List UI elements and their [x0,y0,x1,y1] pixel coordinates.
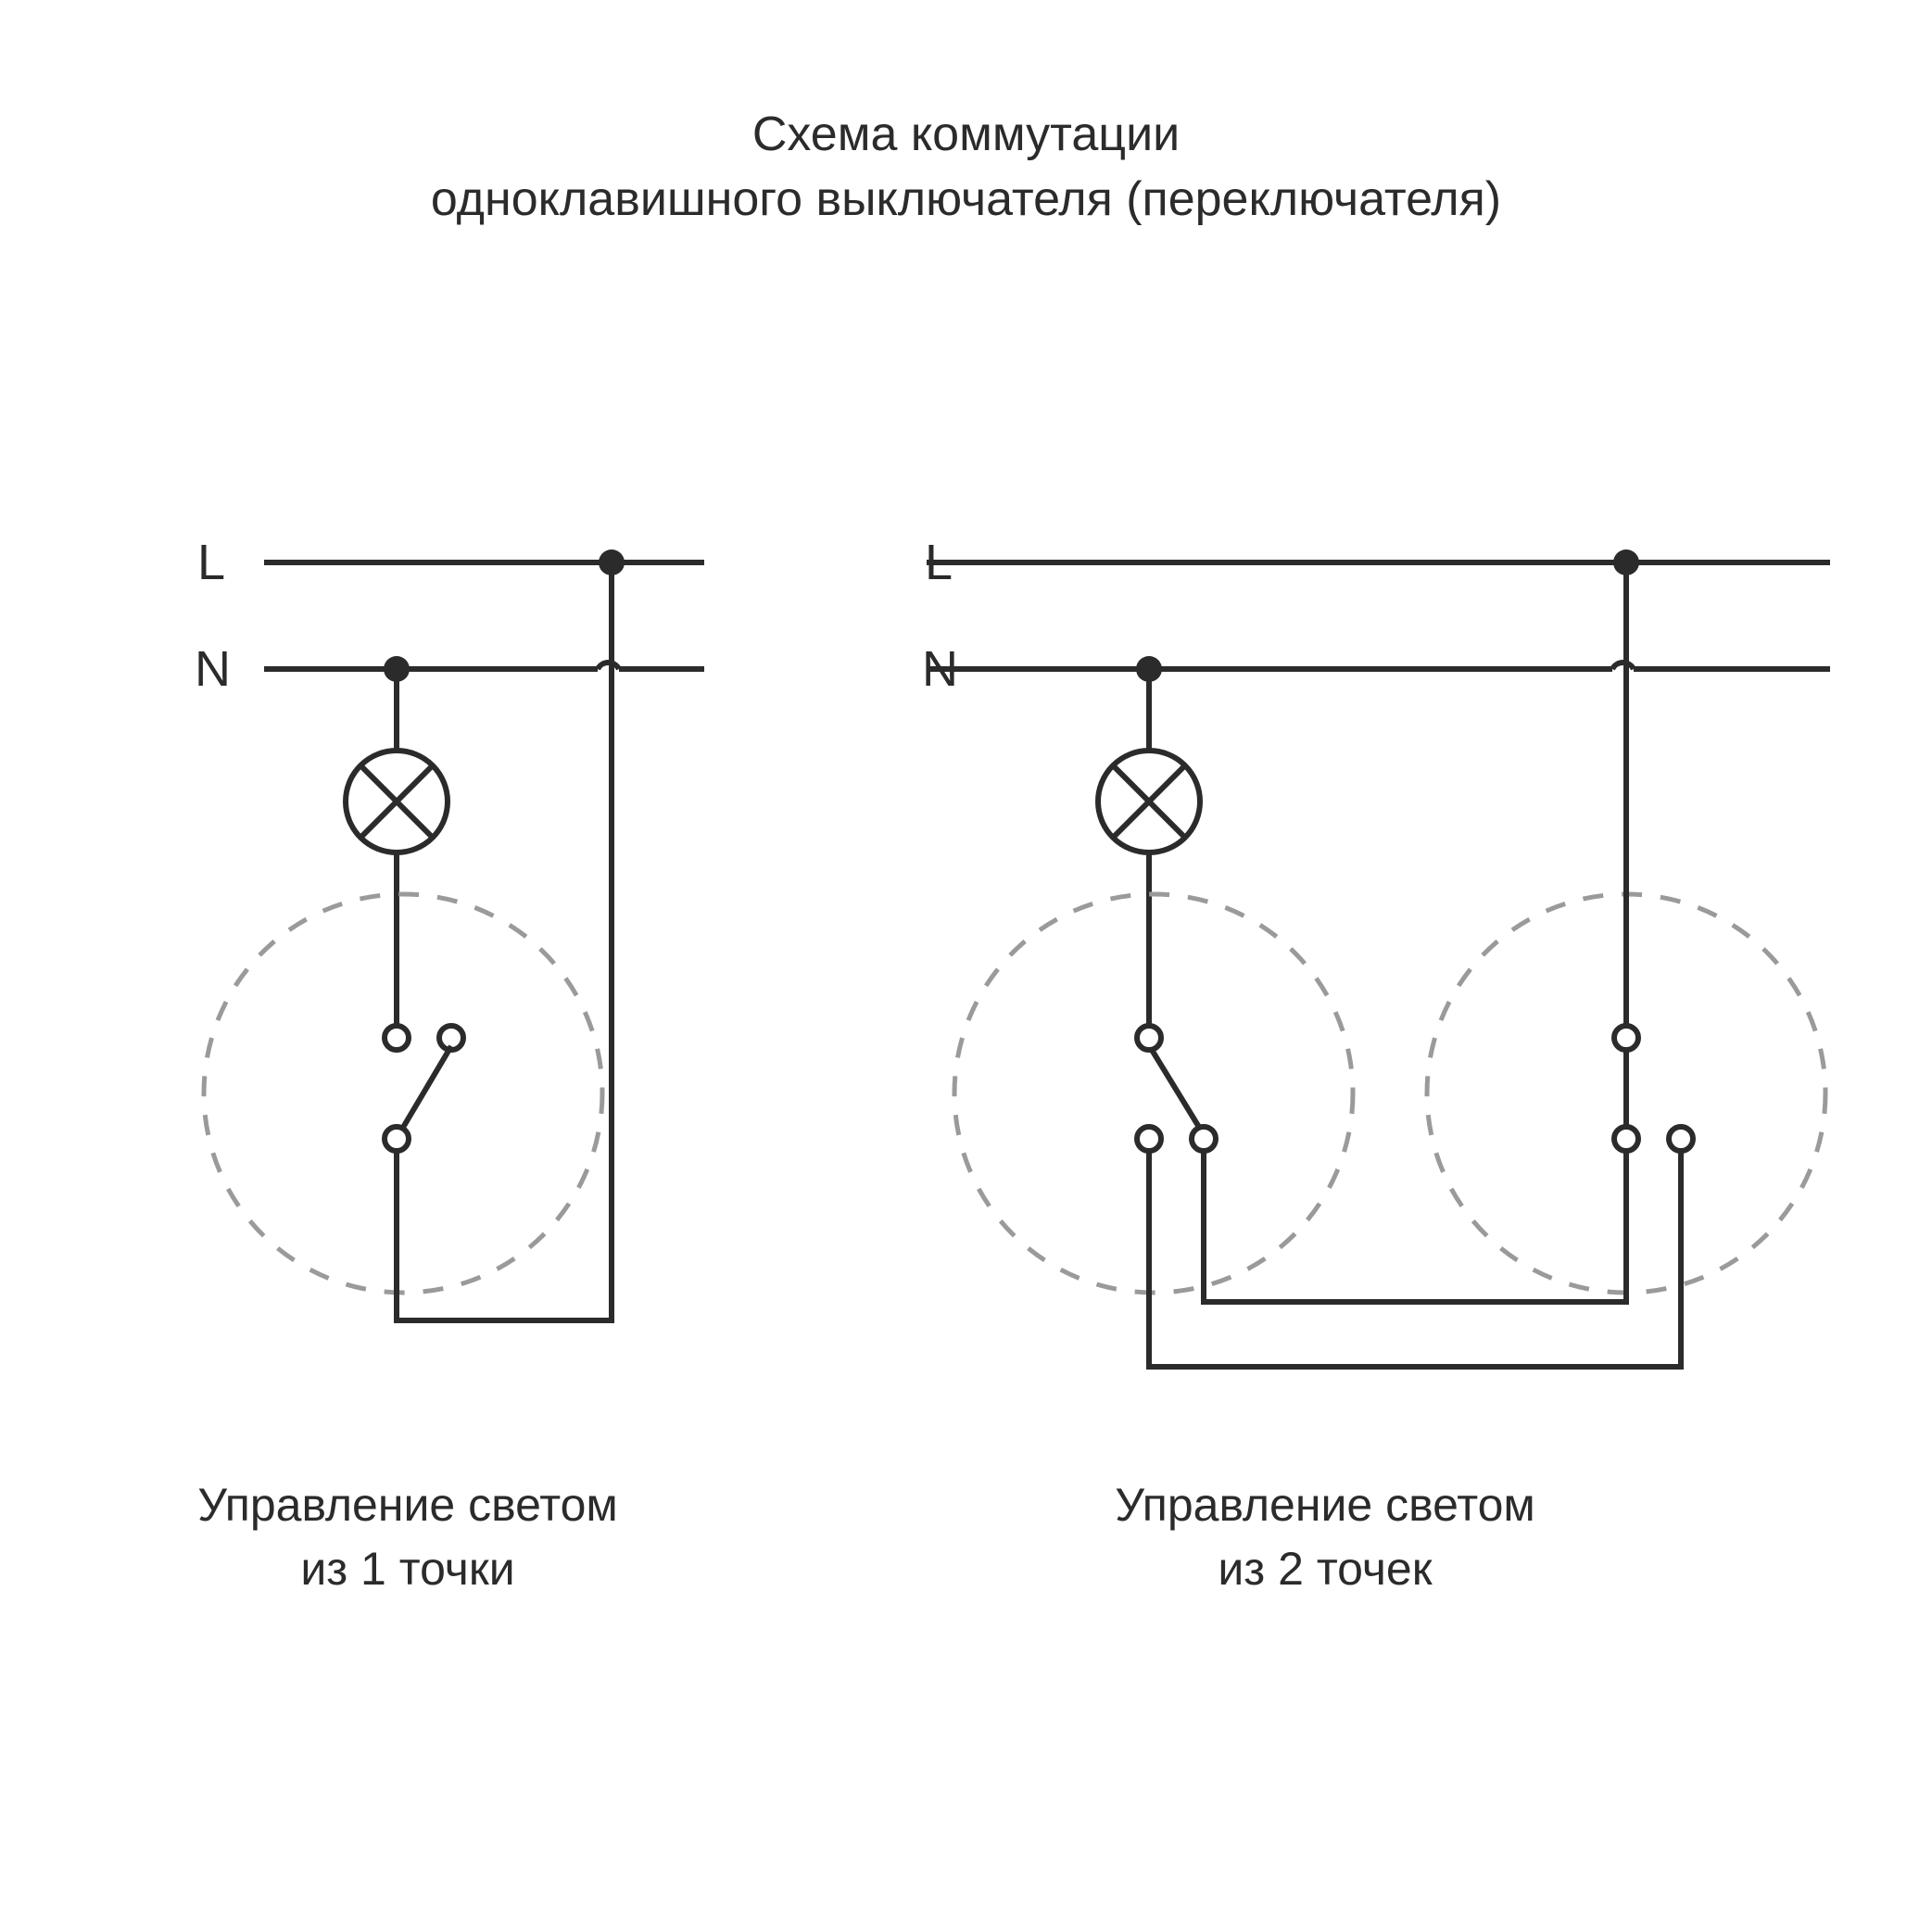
page-title-line-2: одноклавишного выключателя (переключателя) [430,172,1502,227]
caption-right-line-1: Управление светом [1115,1479,1535,1531]
caption-right [1001,1473,1649,1601]
traveler-wire-2 [1149,1151,1681,1367]
left-switch-terminal-bottom [385,1127,409,1151]
right-switch2-terminal-common [1614,1026,1638,1050]
page-title-line-1: Схема коммутации [751,107,1181,161]
left-switch-terminal-top [385,1026,409,1050]
right-switch2-terminal-a [1614,1127,1638,1151]
right-N-busbar-bridge [1612,663,1634,669]
right-switch1-blade [1152,1050,1200,1129]
left-switch-enclosure [204,894,602,1293]
caption-right-line-2: из 2 точек [1218,1543,1433,1595]
right-switch1-enclosure [954,894,1353,1293]
right-switch2-terminal-b [1669,1127,1693,1151]
right-switch1-terminal-b [1192,1127,1216,1151]
right-L-label: L [925,535,953,590]
right-N-label: N [922,641,958,697]
left-N-busbar-bridge [598,663,619,669]
left-switch-blade [401,1046,451,1130]
caption-left-line-2: из 1 точки [300,1543,515,1595]
caption-left-line-1: Управление светом [197,1479,618,1531]
caption-left [83,1473,732,1601]
traveler-wire-1 [1204,1151,1626,1302]
right-switch1-terminal-common [1137,1026,1161,1050]
left-return-wire [397,562,612,1320]
right-switch1-terminal-a [1137,1127,1161,1151]
left-L-label: L [197,535,226,590]
left-N-label: N [195,641,231,697]
